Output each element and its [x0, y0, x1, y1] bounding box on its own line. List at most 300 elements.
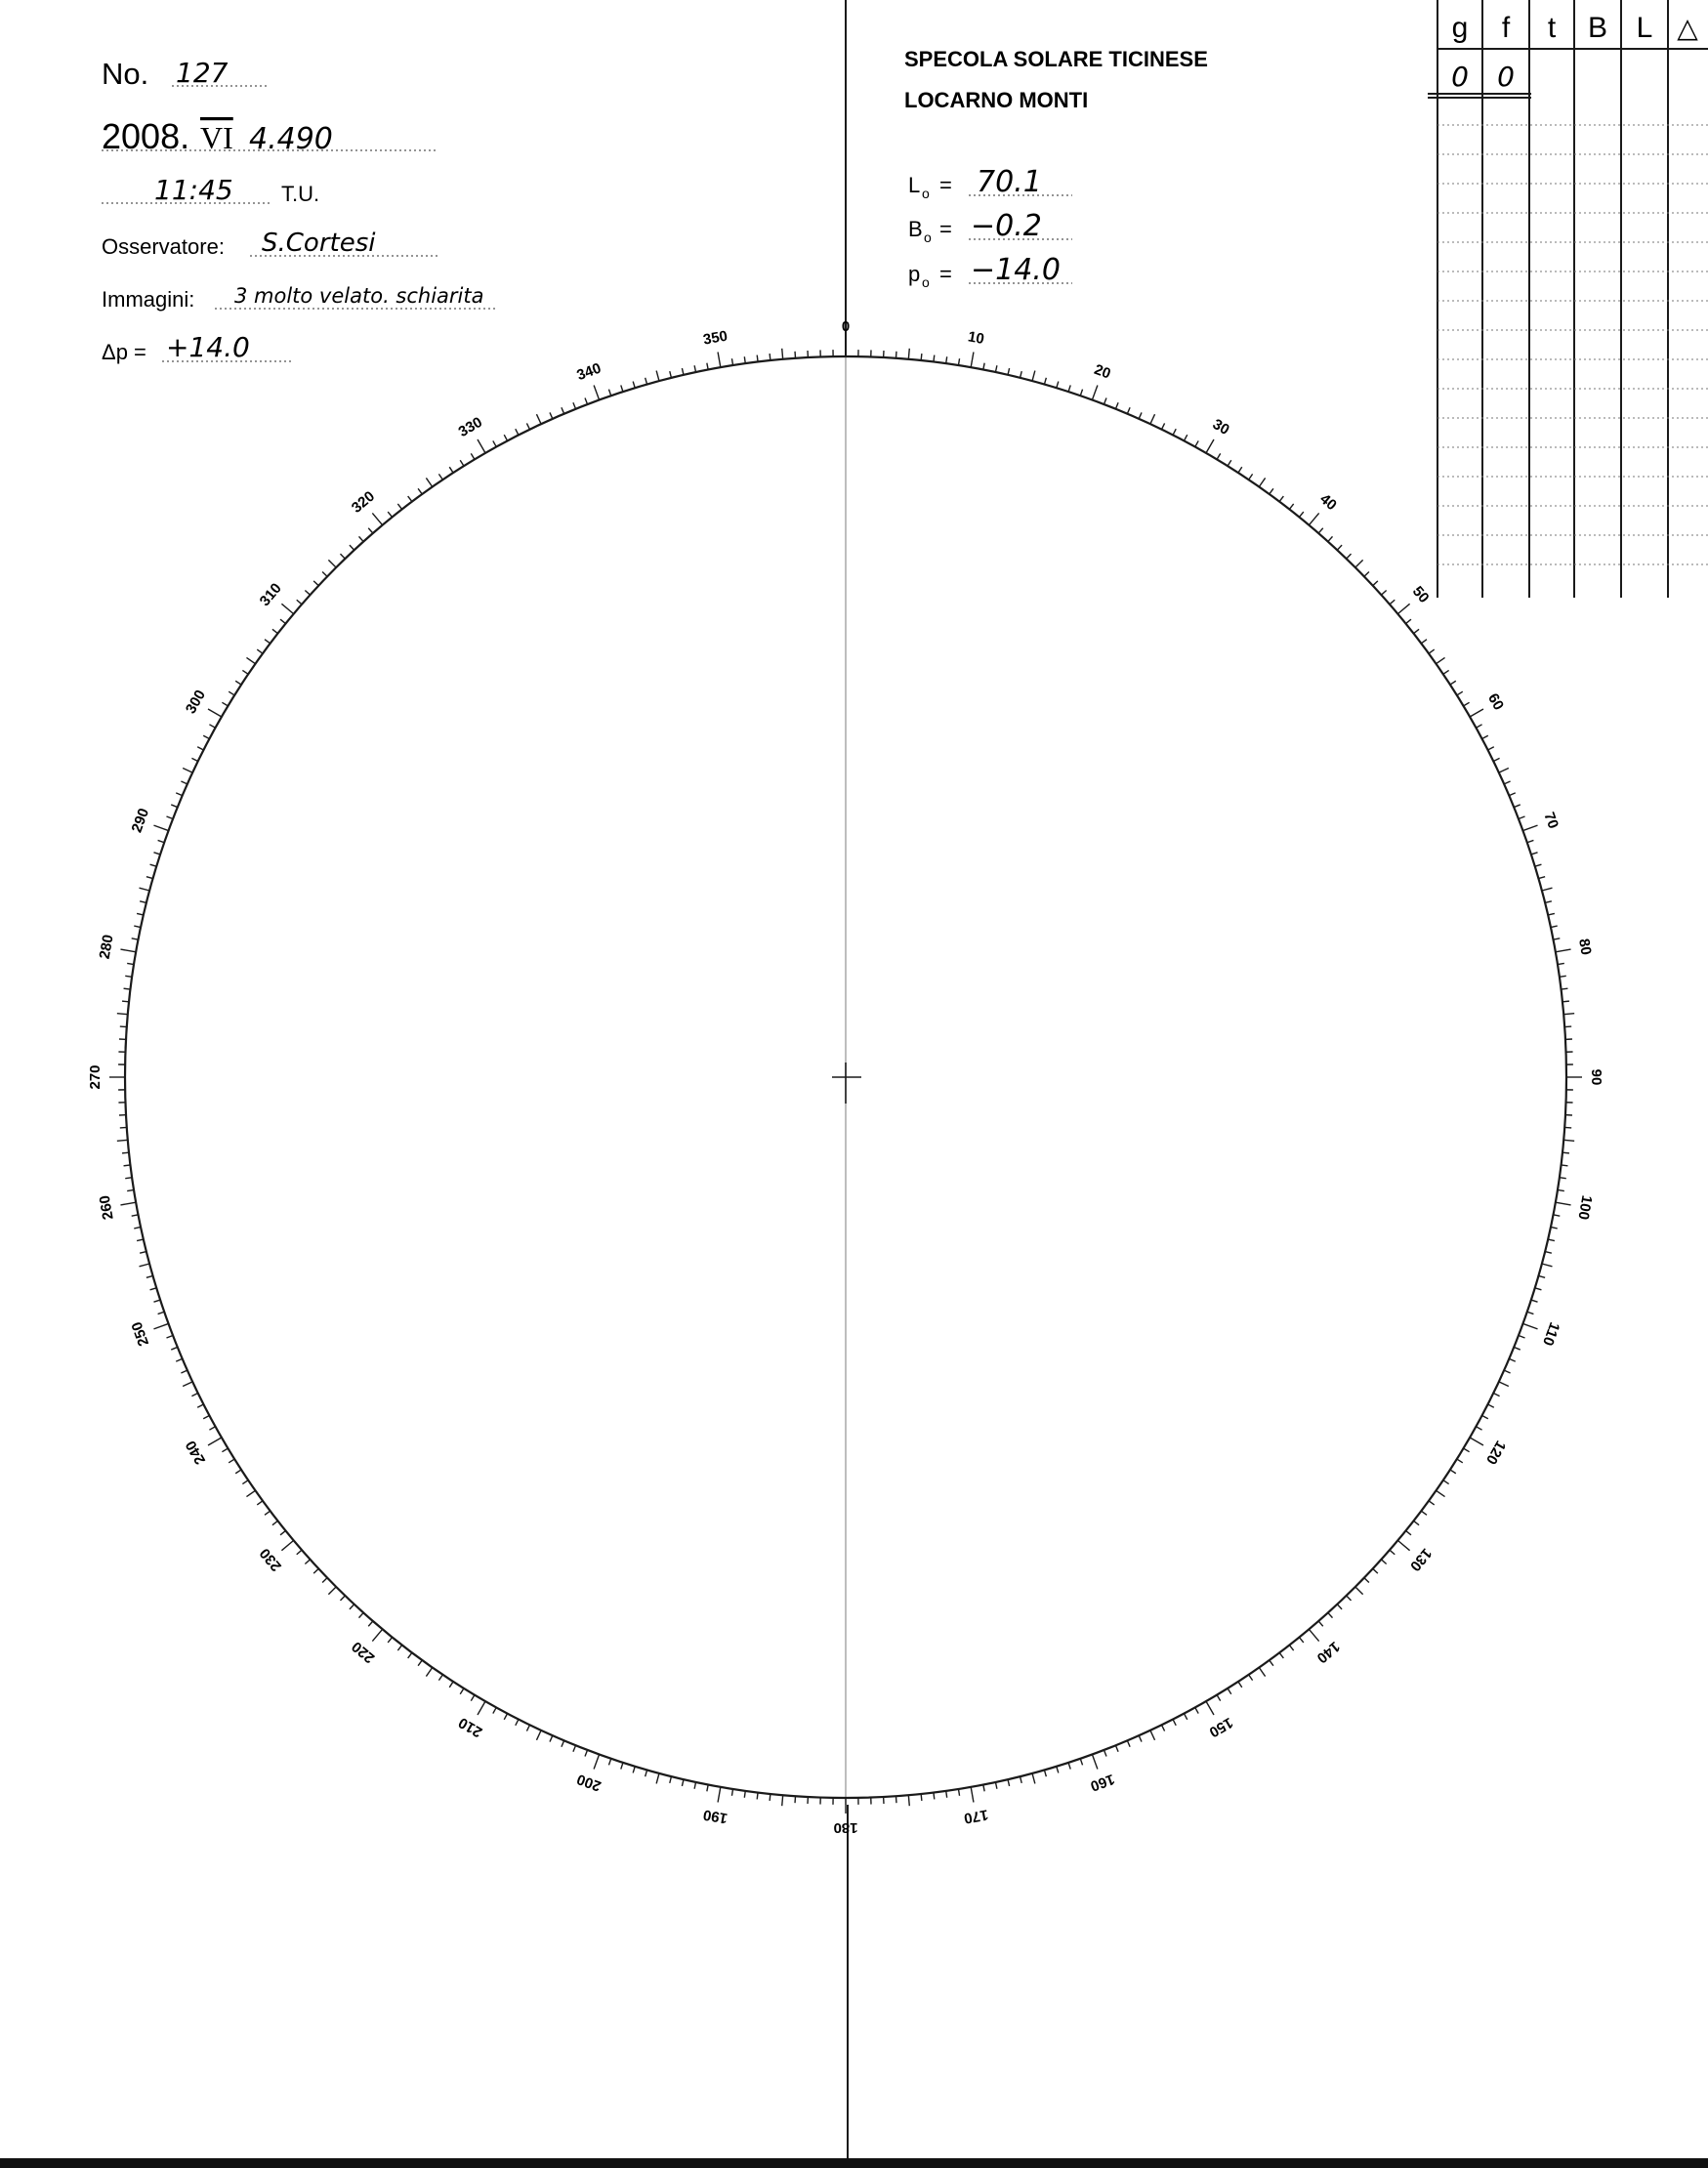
degree-tick	[197, 1404, 203, 1407]
degree-tick	[1318, 528, 1323, 533]
degree-tick	[1289, 1646, 1293, 1651]
degree-label: 100	[1574, 1193, 1596, 1222]
degree-tick	[297, 1550, 302, 1555]
degree-tick	[328, 560, 336, 567]
degree-tick	[305, 1560, 310, 1564]
degree-label: 270	[86, 1064, 104, 1090]
degree-tick	[120, 1202, 136, 1205]
degree-tick	[1522, 1323, 1537, 1328]
col-header-B: B	[1587, 12, 1608, 44]
images-label: Immagini:	[102, 287, 195, 312]
degree-tick	[176, 793, 182, 796]
degree-tick	[493, 1707, 496, 1713]
degree-tick	[191, 1394, 197, 1397]
ephemeris-block	[908, 165, 1072, 290]
degree-tick	[1173, 1720, 1176, 1726]
degree-tick	[1217, 453, 1221, 459]
degree-tick	[1548, 913, 1555, 915]
degree-tick	[171, 805, 177, 808]
col-header-f: f	[1501, 12, 1511, 44]
observer-label: Osservatore:	[102, 234, 225, 259]
degree-tick	[229, 1459, 234, 1463]
degree-tick	[718, 1787, 721, 1803]
degree-tick	[1390, 600, 1395, 605]
degree-tick	[350, 545, 354, 550]
degree-tick	[372, 513, 382, 524]
degree-tick	[171, 1347, 177, 1350]
degree-tick	[516, 429, 519, 435]
degree-tick	[132, 1215, 139, 1216]
degree-tick	[718, 352, 721, 367]
degree-label: 260	[96, 1193, 117, 1222]
degree-tick	[1184, 435, 1187, 440]
degree-tick	[1476, 725, 1481, 728]
degree-tick	[1021, 1776, 1022, 1783]
degree-tick	[134, 1227, 141, 1228]
degree-tick	[1127, 1740, 1130, 1746]
degree-tick	[140, 1264, 150, 1267]
degree-tick	[1519, 1335, 1525, 1338]
degree-tick	[1535, 1288, 1542, 1290]
degree-tick	[1556, 1202, 1571, 1205]
degree-tick	[1347, 1596, 1352, 1601]
degree-label: 180	[833, 1819, 858, 1837]
degree-tick	[1553, 938, 1560, 939]
degree-tick	[621, 385, 623, 392]
degree-tick	[1482, 1415, 1488, 1418]
degree-tick	[983, 363, 984, 370]
degree-tick	[516, 1720, 519, 1726]
degree-tick	[1080, 1759, 1082, 1766]
degree-tick	[1150, 1730, 1155, 1740]
degree-tick	[1406, 619, 1411, 623]
degree-tick	[272, 1521, 278, 1524]
degree-tick	[209, 725, 215, 728]
degree-tick	[1238, 467, 1242, 473]
degree-tick	[478, 439, 485, 453]
degree-tick	[1279, 1652, 1283, 1658]
degree-tick	[1450, 1470, 1456, 1474]
col-header-g: g	[1451, 12, 1469, 44]
degree-tick	[1504, 1370, 1510, 1373]
p-equals: =	[939, 262, 952, 286]
degree-tick	[408, 496, 412, 502]
degree-tick	[707, 363, 708, 370]
degree-label: 300	[182, 687, 210, 717]
degree-tick	[1476, 1427, 1481, 1430]
degree-tick	[682, 368, 684, 375]
degree-tick	[1509, 793, 1515, 796]
degree-tick	[478, 1701, 485, 1715]
degree-label: 310	[256, 579, 285, 610]
degree-tick	[328, 1587, 336, 1595]
degree-tick	[1381, 590, 1386, 595]
degree-tick	[1318, 1621, 1323, 1626]
degree-tick	[731, 358, 732, 365]
degree-tick	[124, 1165, 131, 1166]
degree-label: 230	[256, 1544, 285, 1575]
degree-tick	[608, 390, 610, 396]
degree-tick	[449, 467, 453, 473]
degree-tick	[1008, 1779, 1010, 1786]
degree-tick	[1328, 536, 1333, 541]
degree-tick	[388, 1638, 392, 1643]
degree-tick	[1259, 1668, 1265, 1677]
degree-tick	[246, 1490, 255, 1496]
degree-tick	[744, 356, 745, 363]
degree-tick	[1457, 691, 1463, 695]
degree-label: 130	[1406, 1544, 1436, 1575]
degree-tick	[1364, 1578, 1369, 1583]
degree-tick	[1115, 402, 1118, 408]
degree-tick	[1021, 371, 1022, 378]
degree-tick	[1457, 1459, 1463, 1463]
degree-tick	[594, 385, 599, 399]
degree-tick	[388, 512, 392, 517]
degree-tick	[921, 354, 922, 360]
degree-tick	[1542, 1264, 1553, 1267]
degree-label: 140	[1312, 1638, 1344, 1667]
degree-tick	[181, 781, 187, 784]
degree-tick	[368, 528, 373, 533]
degree-label: 250	[128, 1319, 153, 1349]
degree-tick	[125, 976, 132, 977]
degree-tick	[426, 478, 432, 486]
degree-tick	[1558, 963, 1564, 964]
degree-label: 0	[841, 317, 851, 335]
degree-tick	[242, 670, 248, 674]
degree-tick	[153, 825, 168, 830]
degree-tick	[140, 901, 146, 903]
degree-tick	[124, 988, 131, 989]
degree-tick	[573, 1745, 576, 1751]
degree-tick	[1289, 504, 1293, 510]
degree-tick	[707, 1784, 708, 1791]
degree-label: 150	[1206, 1713, 1236, 1741]
degree-tick	[1504, 781, 1510, 784]
degree-tick	[1443, 1480, 1449, 1484]
degree-tick	[670, 1776, 672, 1783]
degree-tick	[1493, 1394, 1499, 1397]
degree-tick	[562, 407, 564, 413]
degree-tick	[946, 1791, 947, 1798]
degree-tick	[1414, 1521, 1420, 1524]
degree-tick	[526, 423, 529, 429]
degree-tick	[1538, 1275, 1545, 1277]
degree-tick	[573, 402, 576, 408]
degree-tick	[1299, 512, 1303, 517]
degree-tick	[1057, 1767, 1059, 1773]
degree-tick	[1390, 1550, 1395, 1555]
degree-label: 350	[701, 327, 729, 349]
degree-tick	[1299, 1638, 1303, 1643]
degree-label: 290	[128, 806, 153, 835]
degree-tick	[280, 619, 285, 623]
observatory-line1: SPECOLA SOLARE TICINESE	[904, 47, 1208, 71]
degree-tick	[1008, 368, 1010, 375]
degree-tick	[1206, 1701, 1214, 1715]
dp-value: +14.0	[166, 331, 250, 363]
degree-tick	[426, 1668, 432, 1677]
degree-label: 20	[1092, 360, 1113, 383]
degree-tick	[460, 1689, 464, 1694]
degree-tick	[1538, 877, 1545, 879]
degree-label: 280	[96, 933, 117, 961]
degree-tick	[656, 371, 659, 382]
degree-tick	[203, 1415, 209, 1418]
degree-tick	[137, 1239, 144, 1241]
degree-tick	[1545, 901, 1552, 903]
degree-tick	[958, 1789, 959, 1796]
degree-label: 170	[962, 1806, 990, 1827]
degree-tick	[449, 1682, 453, 1688]
degree-tick	[1381, 1560, 1386, 1564]
L-subscript: o	[922, 186, 930, 201]
degree-label: 120	[1481, 1438, 1510, 1468]
degree-tick	[934, 1792, 935, 1799]
degree-tick	[526, 1725, 529, 1730]
degree-tick	[397, 504, 401, 510]
degree-label: 240	[182, 1438, 210, 1468]
degree-tick	[146, 877, 153, 879]
degree-tick	[594, 1754, 599, 1769]
degree-label: 90	[1588, 1068, 1605, 1086]
degree-tick	[438, 1675, 442, 1681]
degree-tick	[958, 358, 959, 365]
degree-tick	[1514, 805, 1520, 808]
degree-tick	[372, 1629, 382, 1641]
degree-tick	[257, 649, 263, 653]
degree-tick	[633, 1767, 635, 1773]
degree-tick	[1104, 397, 1106, 404]
degree-tick	[1560, 976, 1566, 977]
degree-label: 200	[574, 1770, 604, 1795]
degree-tick	[1522, 825, 1537, 830]
degree-tick	[122, 1001, 129, 1002]
degree-tick	[1421, 640, 1427, 644]
degree-tick	[934, 355, 935, 362]
degree-tick	[438, 474, 442, 479]
degree-tick	[1127, 407, 1130, 413]
degree-tick	[1464, 1448, 1470, 1452]
degree-tick	[265, 640, 271, 644]
degree-tick	[1249, 1675, 1253, 1681]
degree-tick	[1509, 1358, 1515, 1361]
degree-tick	[150, 1288, 157, 1290]
degree-tick	[137, 913, 144, 915]
degree-tick	[322, 1578, 327, 1583]
degree-tick	[770, 354, 771, 360]
degree-tick	[158, 1312, 165, 1313]
B-symbol: B	[908, 217, 923, 241]
degree-tick	[146, 1275, 153, 1277]
degree-tick	[322, 571, 327, 576]
degree-tick	[1092, 385, 1097, 399]
degree-tick	[1488, 747, 1494, 750]
degree-tick	[235, 681, 241, 685]
L-symbol: L	[908, 173, 921, 197]
degree-tick	[1032, 1773, 1035, 1784]
time-unit: T.U.	[281, 182, 320, 206]
p-value: −14.0	[971, 253, 1061, 287]
degree-tick	[1561, 1165, 1567, 1166]
degree-tick	[1551, 926, 1558, 927]
degree-tick	[1429, 649, 1435, 653]
observer-value: S.Cortesi	[262, 229, 376, 258]
degree-tick	[1184, 1714, 1187, 1720]
degree-label: 50	[1408, 583, 1433, 606]
degree-tick	[418, 1660, 422, 1666]
degree-tick	[297, 600, 302, 605]
degree-tick	[257, 1501, 263, 1505]
degree-tick	[550, 1735, 553, 1741]
degree-label: 190	[701, 1806, 729, 1827]
degree-tick	[471, 453, 475, 459]
degree-tick	[1499, 768, 1509, 772]
header-block	[102, 57, 496, 364]
degree-tick	[397, 1646, 401, 1651]
B-equals: =	[939, 217, 952, 241]
degree-tick	[1173, 429, 1176, 435]
degree-tick	[460, 460, 464, 466]
degree-tick	[1563, 1140, 1574, 1141]
degree-tick	[782, 349, 783, 359]
degree-tick	[209, 1427, 215, 1430]
degree-tick	[1560, 1178, 1566, 1179]
degree-tick	[358, 536, 363, 541]
degree-tick	[203, 735, 209, 738]
degree-tick	[235, 1470, 241, 1474]
degree-tick	[1488, 1404, 1494, 1407]
degree-tick	[682, 1779, 684, 1786]
degree-tick	[536, 1730, 541, 1740]
bottom-border	[0, 2158, 1708, 2168]
degree-tick	[1238, 1682, 1242, 1688]
degree-tick	[1535, 864, 1542, 866]
degree-tick	[1414, 629, 1420, 633]
time-value: 11:45	[154, 174, 233, 206]
degree-tick	[229, 691, 234, 695]
degree-tick	[1429, 1501, 1435, 1505]
degree-tick	[368, 1621, 373, 1626]
degree-tick	[1032, 371, 1035, 382]
degree-tick	[117, 1014, 128, 1015]
degree-tick	[272, 629, 278, 633]
degree-tick	[1493, 758, 1499, 761]
degree-tick	[1558, 1189, 1564, 1190]
degree-label: 330	[455, 413, 485, 441]
degree-tick	[191, 758, 197, 761]
col-header-t: t	[1547, 12, 1557, 44]
degree-tick	[1519, 816, 1525, 819]
degree-tick	[1337, 1605, 1342, 1609]
degree-tick	[1328, 1612, 1333, 1617]
degree-tick	[265, 1511, 271, 1515]
degree-tick	[1561, 988, 1567, 989]
degree-tick	[1139, 412, 1142, 418]
degree-tick	[1499, 1382, 1509, 1387]
degree-tick	[550, 412, 553, 418]
degree-tick	[281, 1540, 293, 1550]
degree-tick	[1259, 478, 1265, 486]
col-header-L: L	[1636, 12, 1653, 44]
degree-tick	[313, 1568, 318, 1573]
degree-tick	[1279, 496, 1283, 502]
degree-tick	[1162, 1725, 1165, 1730]
date-year: 2008.	[102, 116, 190, 156]
degree-label: 160	[1088, 1770, 1117, 1795]
degree-label: 10	[966, 328, 986, 348]
degree-tick	[757, 1792, 758, 1799]
degree-tick	[166, 1335, 173, 1338]
degree-tick	[1551, 1227, 1558, 1228]
degree-tick	[908, 349, 909, 359]
degree-tick	[1355, 560, 1363, 567]
degree-tick	[1195, 440, 1198, 446]
degree-tick	[633, 382, 635, 389]
degree-tick	[608, 1759, 610, 1766]
dp-label: Δp =	[102, 340, 146, 364]
degree-tick	[1562, 1001, 1569, 1002]
degree-tick	[1115, 1745, 1118, 1751]
degree-tick	[731, 1789, 732, 1796]
degree-tick	[493, 440, 496, 446]
degree-tick	[280, 1530, 285, 1534]
degree-tick	[176, 1358, 182, 1361]
degree-tick	[656, 1773, 659, 1784]
degree-tick	[1531, 1300, 1538, 1302]
date-rest: 4.490	[249, 122, 333, 156]
degree-label: 220	[348, 1638, 379, 1667]
degree-tick	[1364, 571, 1369, 576]
degree-tick	[770, 1794, 771, 1801]
degree-tick	[471, 1695, 475, 1701]
degree-tick	[183, 768, 192, 772]
degree-label: 30	[1209, 415, 1232, 438]
degree-tick	[140, 888, 150, 891]
degree-tick	[358, 1612, 363, 1617]
degree-tick	[1556, 949, 1571, 952]
degree-tick	[504, 435, 507, 440]
degree-tick	[1104, 1750, 1106, 1757]
degree-tick	[921, 1794, 922, 1801]
degree-tick	[1527, 1312, 1534, 1313]
degree-tick	[222, 1448, 228, 1452]
degree-tick	[1355, 1587, 1363, 1595]
cell-f-row1: 0	[1497, 61, 1515, 93]
degree-label: 210	[455, 1713, 485, 1741]
degree-tick	[1421, 1511, 1427, 1515]
degree-tick	[408, 1652, 412, 1658]
degree-tick	[1309, 513, 1318, 524]
degree-tick	[694, 365, 695, 372]
images-value: 3 molto velato. schiarita	[234, 284, 484, 308]
degree-tick	[1080, 390, 1082, 396]
degree-tick	[1217, 1695, 1221, 1701]
degree-tick	[117, 1140, 128, 1141]
degree-tick	[1562, 1152, 1569, 1153]
degree-tick	[350, 1605, 354, 1609]
degree-tick	[313, 581, 318, 586]
degree-tick	[1373, 1568, 1378, 1573]
degree-tick	[120, 949, 136, 952]
degree-tick	[132, 938, 139, 939]
no-value: 127	[176, 57, 229, 89]
degree-tick	[1150, 414, 1155, 424]
degree-tick	[694, 1782, 695, 1789]
degree-tick	[621, 1763, 623, 1770]
degree-tick	[1270, 488, 1273, 494]
